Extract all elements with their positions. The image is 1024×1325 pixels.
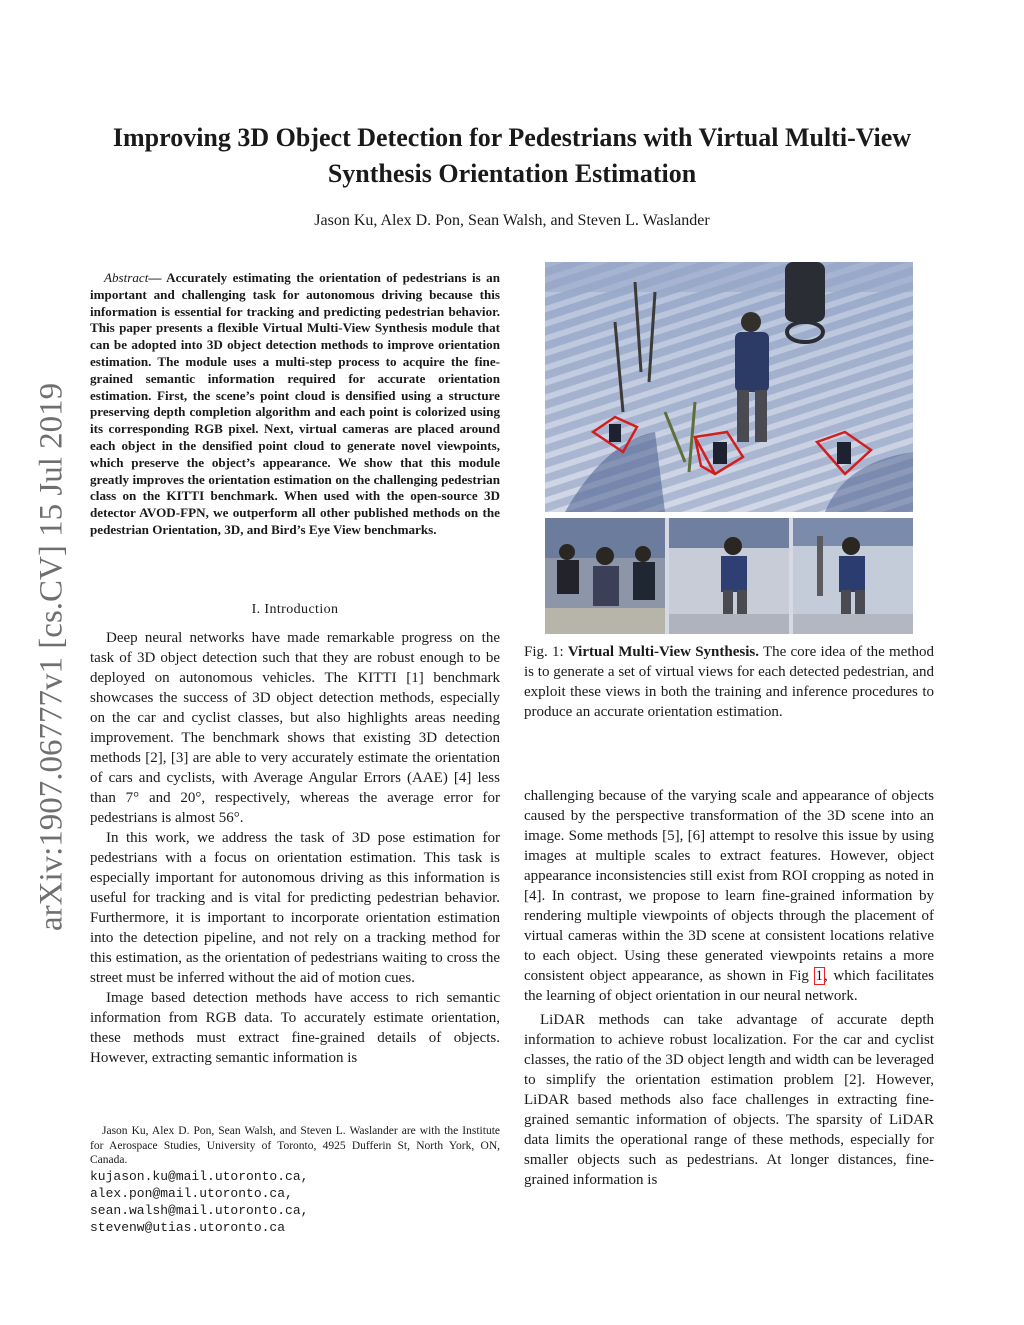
figure-main-scene [545, 262, 913, 512]
email-1[interactable]: kujason.ku@mail.utoronto.ca, [90, 1168, 309, 1184]
right-p1-after: , which facilitates the learning of object orientation in our neural network. [524, 968, 934, 1004]
intro-paragraph: Deep neural networks have made remarkable progress on the task of 3D object detection such that they are robust enough to be deployed on autonomous vehicles. The KITTI [1] benchmark showcases the success of 3D object detection methods, especially on the car and cyclist classes, but also highlights areas needing improvement. The benchmark shows that existing 3D detection methods [2], [3] are able to very accurately estimate the orientation of cars and cyclists, with Average Angular Errors (AAE) [4] less than 7° and 20°, respectively, whereas the average error for pedestrians is almost 56°. [90, 630, 500, 826]
figure-virtual-views [545, 518, 913, 634]
abstract-label: Abstract [104, 270, 149, 285]
authors: Jason Ku, Alex D. Pon, Sean Walsh, and Steven L. Waslander [314, 212, 710, 229]
abstract [90, 270, 500, 539]
title-line-1: Improving 3D Object Detection for Pedestrians with Virtual Multi-View [112, 123, 912, 152]
figure-1 [545, 262, 913, 634]
abstract-text: — Accurately estimating the orientation of pedestrians is an important and challenging task for autonomous driving because this information is essential for tracking and predicting pedestrian behavior. This paper presents a flexible Virtual Multi-View Synthesis module that can be adopted into 3D object detection methods to improve orientation estimation. The module uses a multi-step process to acquire the fine-grained semantic information required for accurate orientation estimation. First, the scene’s point cloud is densified using a structure preserving depth completion algorithm and each point is colorized using its corresponding RGB pixel. Next, virtual cameras are placed around each object in the densified point cloud to generate novel viewpoints, which preserve the object’s appearance. We show that this module greatly improves the orientation estimation on the challenging pedestrian class on the KITTI benchmark. When used with the open-source 3D detector AVOD-FPN, we outperform all other published methods on the pedestrian Orientation, 3D, and Bird’s Eye View benchmarks. [90, 270, 500, 537]
arxiv-stamp: arXiv:1907.06777v1 [cs.CV] 15 Jul 2019 [33, 382, 70, 932]
right-paragraph-1 [524, 786, 934, 1006]
caption-text: The core idea of the method is to generate a set of virtual views for each detected pedestrian, and exploit these views in both the training and inference procedures to produce an accurate orientation estimation. [524, 644, 934, 720]
intro-paragraph: Image based detection methods have access to rich semantic information from RGB data. To accurately estimate orientation, these methods must extract fine-grained details of objects. However, extracting semantic information is [90, 990, 500, 1066]
figure-caption [524, 642, 934, 722]
caption-label: Fig. 1: [524, 644, 568, 660]
caption-bold: Virtual Multi-View Synthesis. [567, 644, 759, 660]
paper-title [80, 120, 944, 192]
email-3[interactable]: sean.walsh@mail.utoronto.ca, [90, 1202, 309, 1218]
figure-reference-link[interactable]: 1 [815, 968, 824, 984]
introduction [90, 628, 500, 1068]
right-column-text [524, 786, 934, 1190]
email-2[interactable]: alex.pon@mail.utoronto.ca, [90, 1185, 293, 1201]
footnote-text: Jason Ku, Alex D. Pon, Sean Walsh, and Steven L. Waslander are with the Institute for Aerospace Studies, University of Toronto, 4925 Dufferin St, North York, ON, Canada. [90, 1125, 500, 1166]
title-line-2: Synthesis Orientation Estimation [327, 159, 697, 188]
intro-paragraph: In this work, we address the task of 3D pose estimation for pedestrians with a focus on orientation estimation. This task is especially important for autonomous driving as this information is useful for tracking and is vital for predicting pedestrian behavior. Furthermore, it is important to incorporate orientation estimation into the detection pipeline, and not rely on a tracking method for this estimation, as the orientation of pedestrians waiting to cross the street must be inferred without the aid of motion cues. [90, 830, 500, 986]
email-4[interactable]: stevenw@utias.utoronto.ca [90, 1219, 286, 1235]
footnote [90, 1124, 500, 1236]
right-paragraph-2: LiDAR methods can take advantage of accurate depth information to achieve robust localization. For the car and cyclist classes, the ratio of the 3D object length and width can be leveraged to simplify the orientation estimation problem [2]. However, LiDAR based methods also face challenges in extracting fine-grained semantic information of objects. The sparsity of LiDAR data limits the operational range of these methods, especially for smaller objects such as pedestrians. At longer distances, fine-grained information is [524, 1012, 934, 1188]
right-p1-before: challenging because of the varying scale and appearance of objects caused by the perspective transformation of the 3D scene into an image. Some methods [5], [6] attempt to resolve this issue by using images at multiple scales to extract features. However, object appearance inconsistencies still exist from ROI cropping as noted in [4]. In contrast, we propose to learn fine-grained information by rendering multiple viewpoints of objects through the placement of virtual cameras within the 3D scene at consistent locations relative to each object. Using these generated viewpoints retains a more consistent object appearance, as shown in Fig [524, 788, 934, 984]
section-heading: I. Introduction [251, 602, 339, 617]
